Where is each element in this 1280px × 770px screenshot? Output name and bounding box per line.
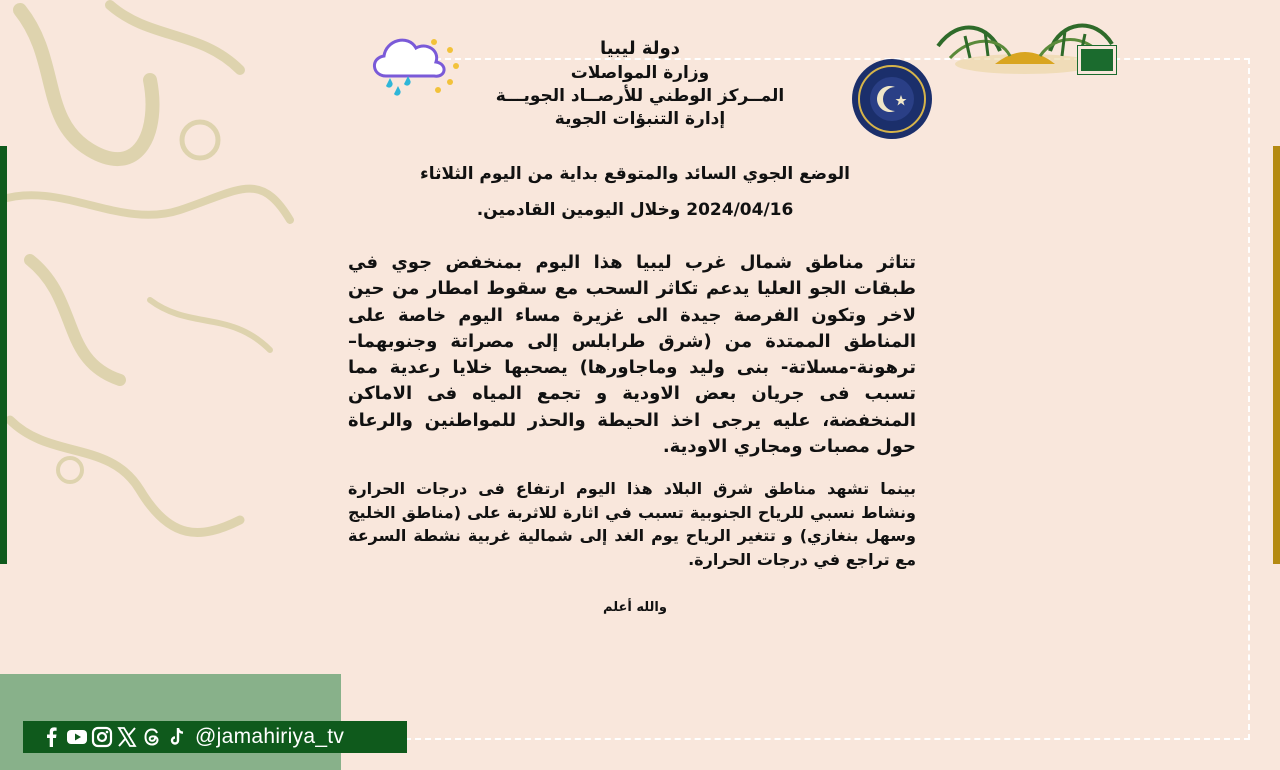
center-name: المــركز الوطني للأرصــاد الجويـــة	[495, 86, 785, 106]
youtube-icon[interactable]	[66, 726, 88, 748]
right-accent-bar	[1273, 146, 1280, 564]
x-icon[interactable]	[116, 726, 138, 748]
bulletin-title	[400, 156, 870, 228]
social-handle[interactable]: @jamahiriya_tv	[195, 725, 345, 748]
social-bar	[23, 721, 407, 753]
tiktok-icon[interactable]	[166, 726, 188, 748]
threads-icon[interactable]	[141, 726, 163, 748]
header-block	[410, 36, 870, 131]
forecast-paragraph-east: بينما تشهد مناطق شرق البلاد هذا اليوم ارتفاع فى درجات الحرارة ونشاط نسبي للرياح الجنوبية تسبب في اثارة للاثربة على (مناطق الخليج وسهل بنغازي) و تتغير الرياح يوم الغد إلى شمالية غربية نشطة السرعة مع تراجع في درجات الحرارة.	[348, 479, 916, 569]
title-line-2: 2024/04/16 وخلال اليومين القادمين.	[476, 200, 794, 220]
department-name: إدارة التنبؤات الجوية	[554, 109, 726, 129]
forecast-paragraph-west: تتاثر مناطق شمال غرب ليبيا هذا اليوم بمنخفض جوي في طبقات الجو العليا يدعم تكاثر السحب مع سقوط امطار من حين لاخر وتكون الفرصة جيدة الى غزيرة مساء اليوم خاصة على المناطق الممتدة من (شرق طرابلس إلى مصراتة وجنوبهما–ترهونة-مسلاتة- بنى وليد وماجاورها) يصحبها خلايا رعدية مما تسبب فى جريان بعض الاودية و تجمع المياه فى الاماكن المنخفضة، عليه يرجى اخذ الحيطة والحذر للمواطنين والرعاة حول مصبات ومجاري الاودية.	[348, 252, 916, 458]
instagram-icon[interactable]	[91, 726, 113, 748]
title-line-1: الوضع الجوي السائد والمتوقع بداية من اليوم الثلاثاء	[420, 164, 850, 184]
closing-phrase: والله أعلم	[603, 600, 667, 615]
facebook-icon[interactable]	[41, 726, 63, 748]
calligraphy-background	[0, 0, 300, 560]
country-name: دولة ليبيا	[600, 38, 680, 59]
left-accent-bar	[0, 146, 7, 564]
green-square-mark	[1078, 46, 1116, 74]
ministry-name: وزارة المواصلات	[570, 63, 710, 83]
